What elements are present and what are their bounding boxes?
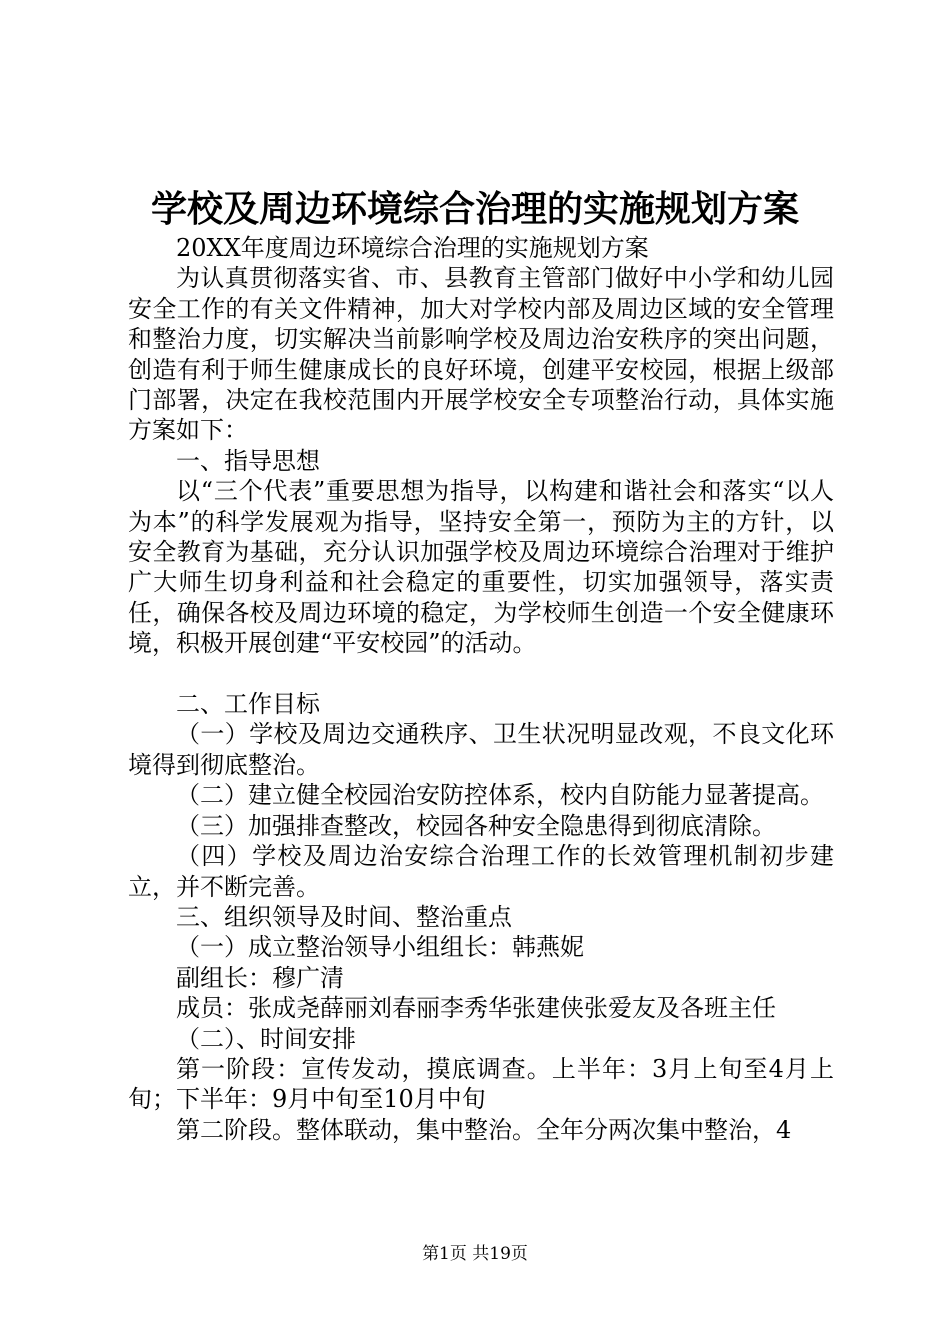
section-heading-2: 二、工作目标 bbox=[176, 690, 320, 719]
section-heading-3: 三、组织领导及时间、整治重点 bbox=[176, 902, 512, 931]
goal-item-1: （一）学校及周边交通秩序、卫生状况明显改观，不良文化环境得到彻底整治。 bbox=[128, 720, 834, 779]
members-line: 成员：张成尧薛丽刘春丽李秀华张建侠张爱友及各班主任 bbox=[176, 994, 776, 1023]
goal-item-2: （二）建立健全校园治安防控体系，校内自防能力显著提高。 bbox=[176, 781, 824, 810]
goal-item-3: （三）加强排查整改，校园各种安全隐患得到彻底清除。 bbox=[176, 811, 776, 840]
paragraph-intro: 为认真贯彻落实省、市、县教育主管部门做好中小学和幼儿园安全工作的有关文件精神，加大对学校内部及周边区域的安全管理和整治力度，切实解决当前影响学校及周边治安秩序的突出问题，创造有利于师生健康成长的良好环境，创建平安校园，根据上级部门部署，决定在我校范围内开展学校安全专项整治行动，具体实施方案如下： bbox=[128, 264, 834, 445]
schedule-heading: （二）、时间安排 bbox=[176, 1024, 356, 1053]
document-body bbox=[128, 233, 834, 1145]
blank-line bbox=[128, 659, 834, 689]
page-footer: 第1页 共19页 bbox=[422, 1244, 528, 1264]
section-heading-1: 一、指导思想 bbox=[176, 446, 320, 475]
paragraph-subtitle: 20XX年度周边环境综合治理的实施规划方案 bbox=[176, 234, 649, 262]
paragraph-guiding-thought: 以“三个代表”重要思想为指导，以构建和谐社会和落实“以人为本”的科学发展观为指导，坚持安全第一，预防为主的方针，以安全教育为基础，充分认识加强学校及周边环境综合治理对于维护广大师生切身利益和社会稳定的重要性，切实加强领导，落实责任，确保各校及周边环境的稳定，为学校师生创造一个安全健康环境，积极开展创建“平安校园”的活动。 bbox=[128, 477, 834, 658]
document-title: 学校及周边环境综合治理的实施规划方案 bbox=[150, 188, 799, 230]
leader-line: （一）成立整治领导小组组长：韩燕妮 bbox=[176, 933, 584, 962]
goal-item-4: （四）学校及周边治安综合治理工作的长效管理机制初步建立，并不断完善。 bbox=[128, 842, 834, 901]
phase-1-line: 第一阶段：宣传发动，摸底调查。上半年：3月上旬至4月上旬；下半年：9月中旬至10月中旬 bbox=[128, 1054, 834, 1114]
phase-2-line: 第二阶段。整体联动，集中整治。全年分两次集中整治，4 bbox=[176, 1115, 792, 1144]
deputy-leader-line: 副组长：穆广清 bbox=[176, 963, 344, 992]
